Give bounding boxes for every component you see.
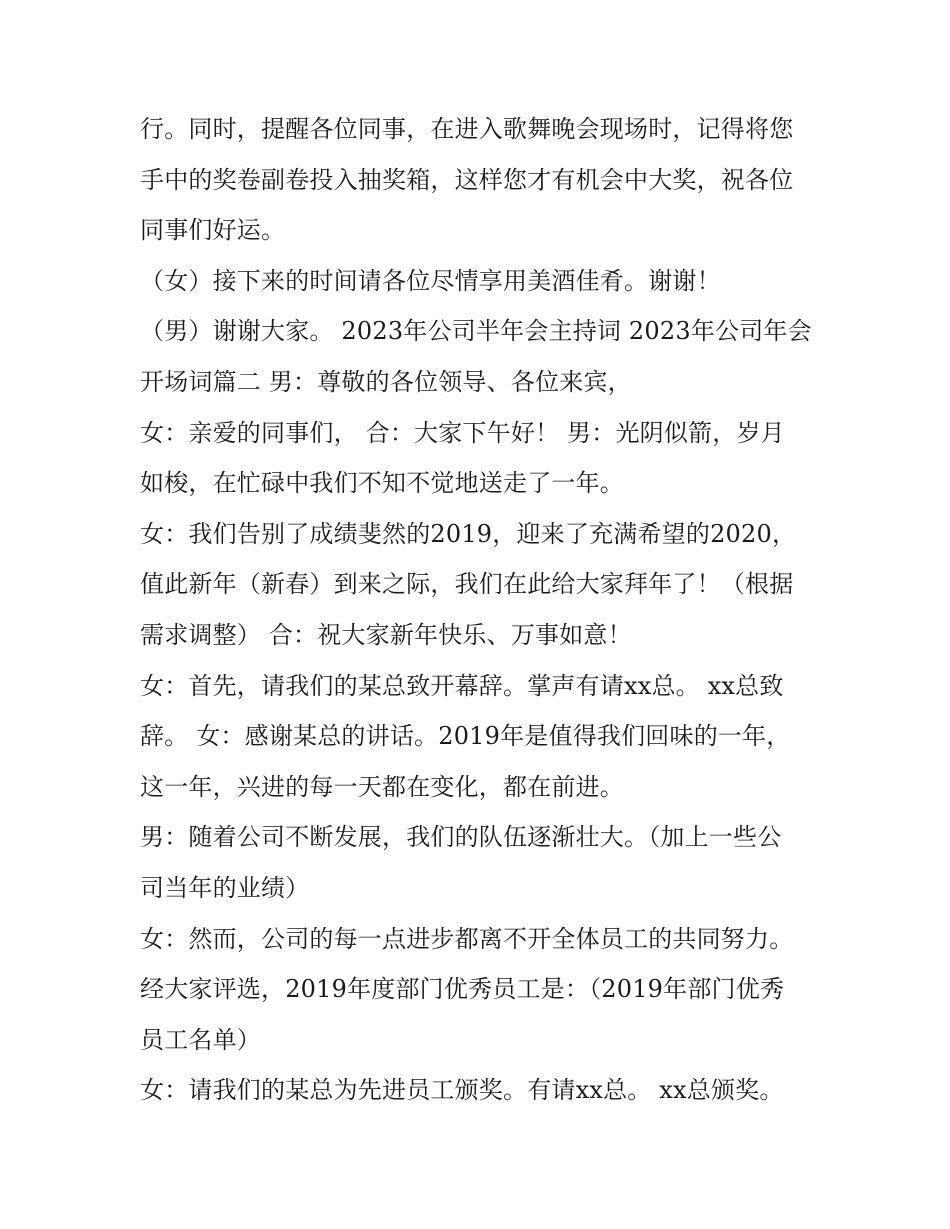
text-line: 女：请我们的某总为先进员工颁奖。有请xx总。 xx总颁奖。 (140, 1076, 784, 1105)
text-line: 手中的奖卷副卷投入抽奖箱，这样您才有机会中大奖，祝各位 (140, 165, 794, 194)
paragraph-female-thanks (140, 256, 830, 307)
text-line: 这一年，兴进的每一天都在变化，都在前进。 (140, 772, 624, 801)
paragraph-excellent-staff (140, 914, 830, 1066)
text-line: 女：首先，请我们的某总致开幕辞。掌声有请xx总。 xx总致 (140, 671, 784, 700)
text-line: 行。同时，提醒各位同事，在进入歌舞晚会现场时，记得将您 (140, 115, 794, 143)
paragraph-award (140, 1065, 830, 1116)
text-line: 开场词篇二 男：尊敬的各位领导、各位来宾， (140, 367, 632, 396)
paragraph-company-growth (140, 812, 830, 913)
paragraph-reminder (140, 104, 830, 256)
text-line: 司当年的业绩） (140, 873, 310, 902)
text-line: 员工名单） (140, 1025, 261, 1054)
text-line: 需求调整） 合：祝大家新年快乐、万事如意！ (140, 620, 632, 649)
text-line: 经大家评选，2019年度部门优秀员工是：（2019年部门优秀 (140, 975, 785, 1004)
text-line: 如梭，在忙碌中我们不知不觉地送走了一年。 (140, 469, 624, 498)
document-body (140, 104, 830, 1116)
text-line: （女）接下来的时间请各位尽情享用美酒佳肴。谢谢！ (140, 266, 721, 295)
paragraph-greeting (140, 408, 830, 509)
text-line: 女：我们告别了成绩斐然的2019，迎来了充满希望的2020， (140, 519, 797, 548)
paragraph-new-year (140, 509, 830, 661)
text-line: 女：然而，公司的每一点进步都离不开全体员工的共同努力。 (140, 924, 794, 953)
text-line: 同事们好运。 (140, 216, 286, 245)
text-line: 值此新年（新春）到来之际，我们在此给大家拜年了！（根据 (140, 570, 794, 599)
paragraph-male-opening (140, 306, 830, 407)
text-line: 女：亲爱的同事们， 合：大家下午好！ 男：光阴似箭，岁月 (140, 418, 785, 447)
paragraph-opening-speech (140, 661, 830, 813)
text-line: 辞。 女：感谢某总的讲话。2019年是值得我们回味的一年， (140, 722, 791, 751)
text-line: 男：随着公司不断发展，我们的队伍逐渐壮大。（加上一些公 (140, 823, 782, 852)
text-line: （男）谢谢大家。 2023年公司半年会主持词 2023年公司年会 (140, 317, 812, 346)
